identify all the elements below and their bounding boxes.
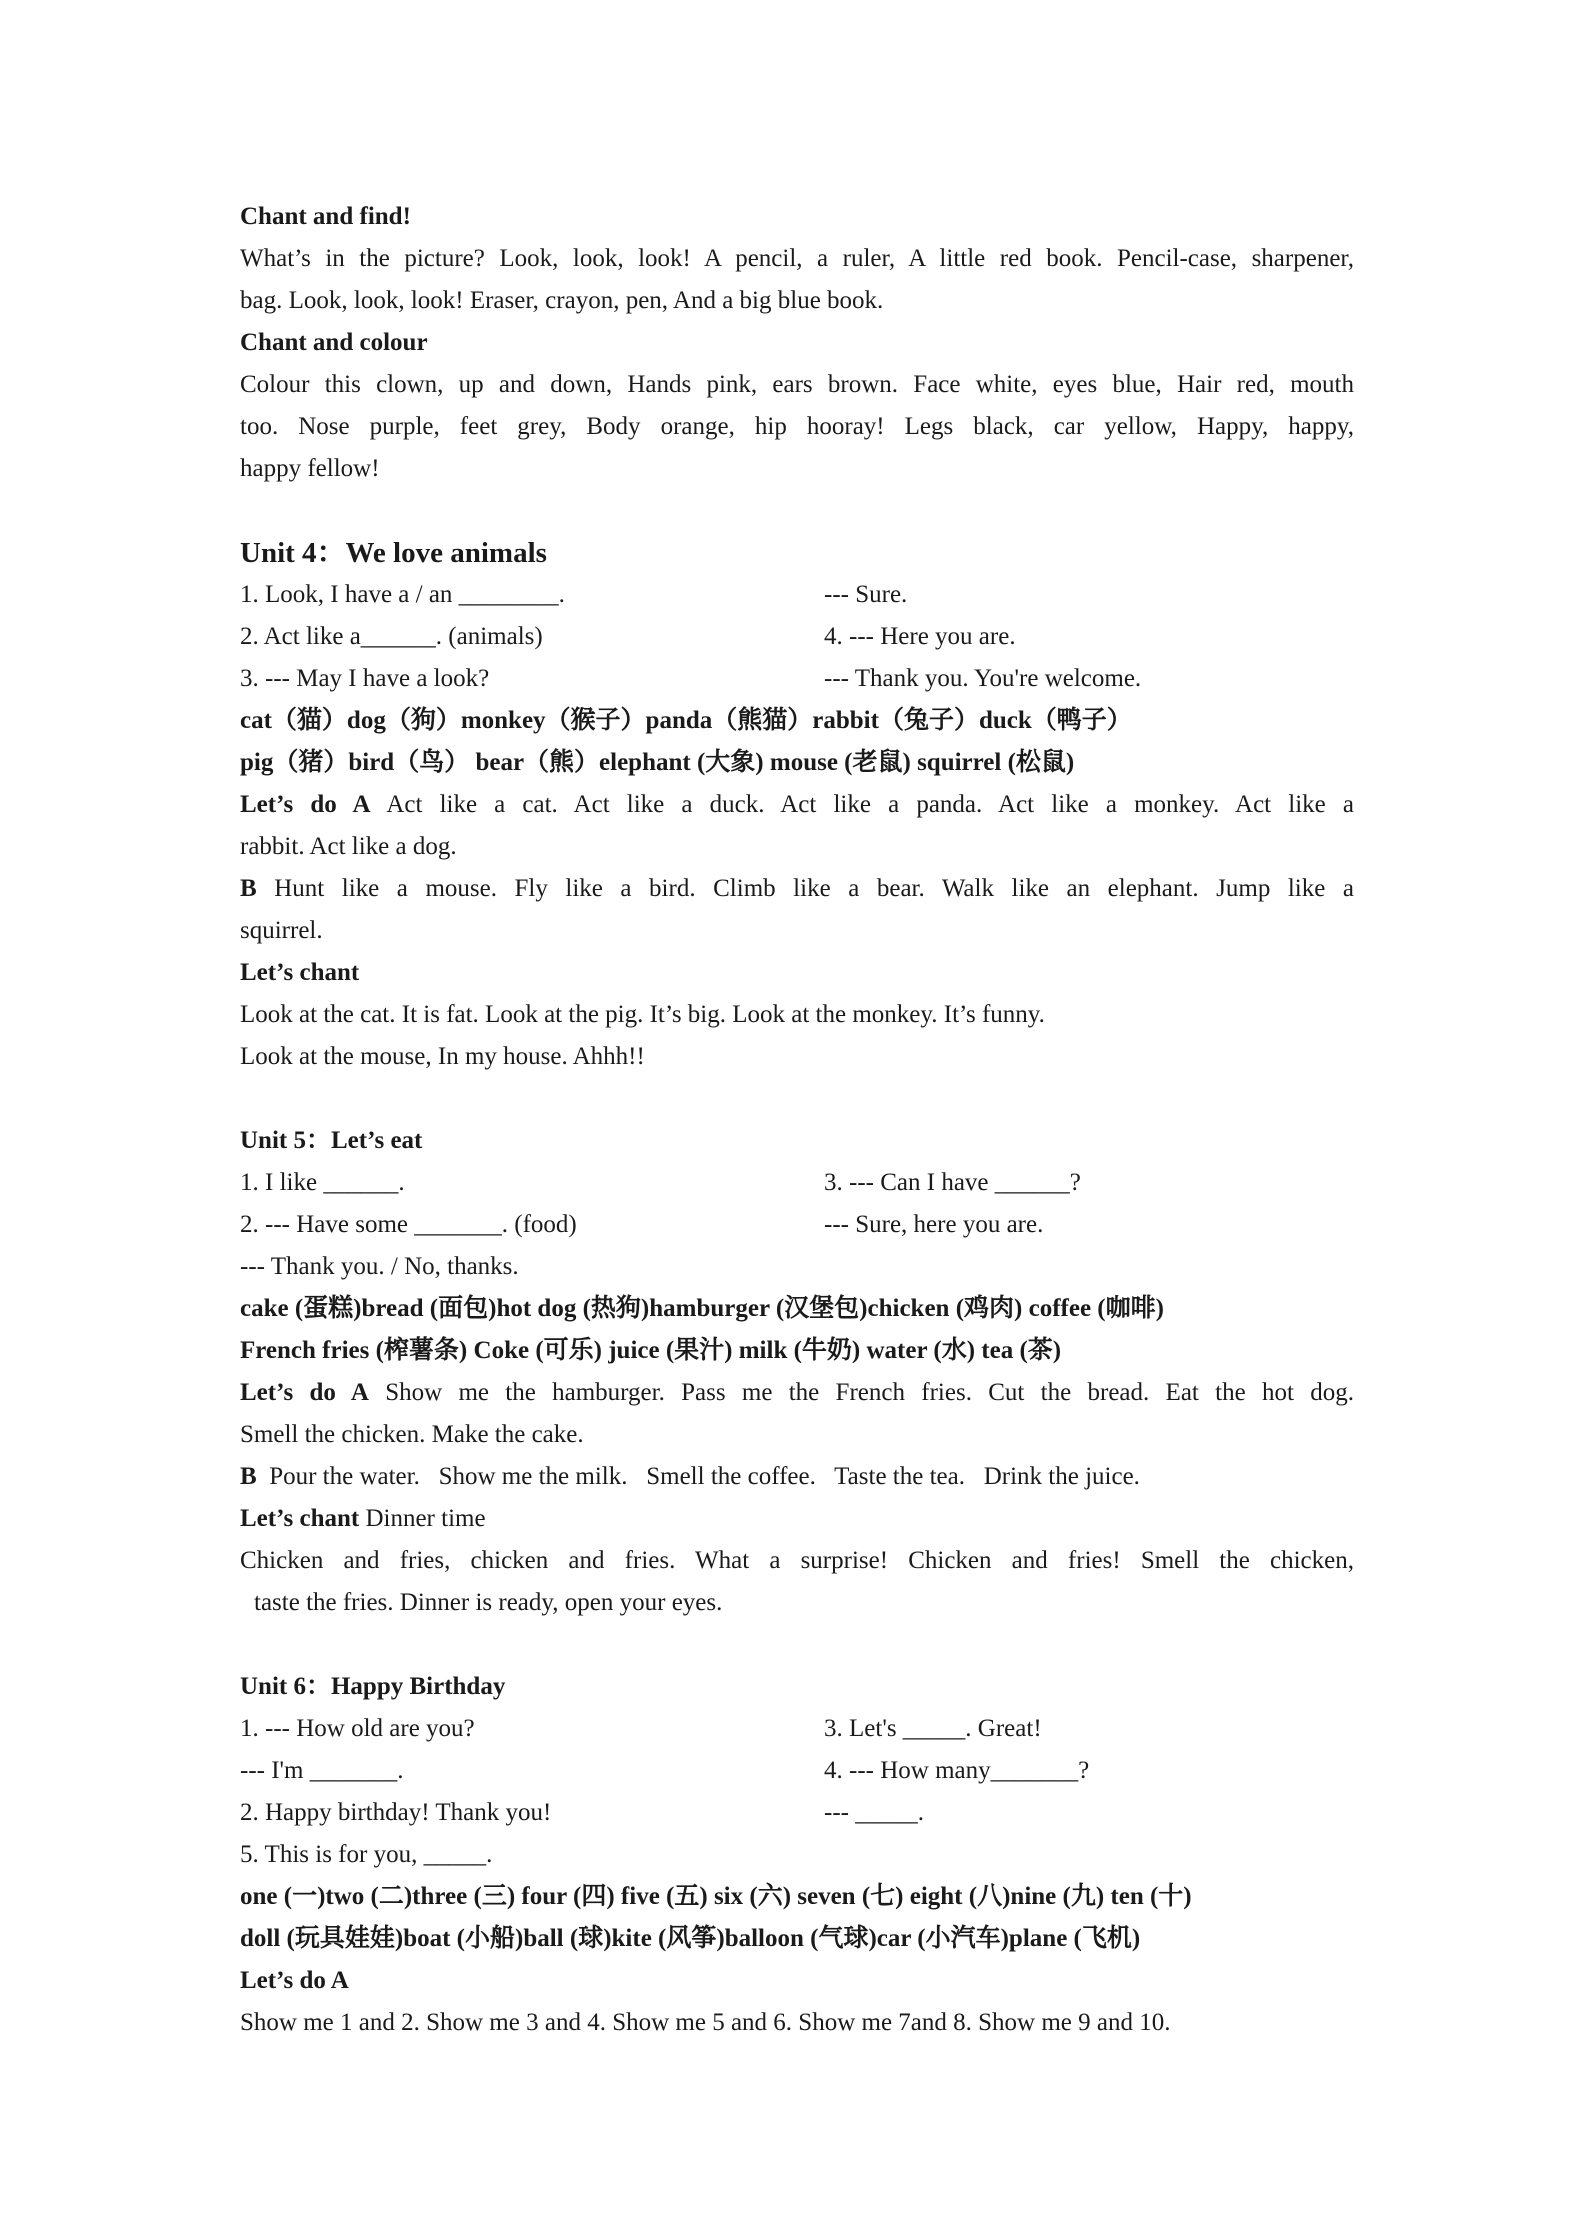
sentence-left: 1. --- How old are you? bbox=[240, 1715, 475, 1742]
sentence-row bbox=[240, 658, 1354, 700]
paragraph-line: Colour this clown, up and down, Hands pink, ears brown. Face white, eyes blue, Hair red, mouth bbox=[240, 371, 1354, 398]
sentence-row bbox=[240, 1750, 1354, 1792]
vocabulary-line: cake (蛋糕)bread (面包)hot dog (热狗)hamburger (汉堡包)chicken (鸡肉) coffee (咖啡) bbox=[240, 1295, 1164, 1322]
lets-do-b-line bbox=[240, 1456, 1354, 1498]
lets-do-a-line bbox=[240, 1372, 1354, 1414]
lets-do-b-text: Pour the water. Show me the milk. Smell the coffee. Taste the tea. Drink the juice. bbox=[256, 1463, 1140, 1490]
vocabulary-line: one (一)two (二)three (三) four (四) five (五) six (六) seven (七) eight (八)nine (九) ten (十) bbox=[240, 1883, 1192, 1910]
heading-chant-and-colour: Chant and colour bbox=[240, 329, 428, 356]
chant-line: Look at the mouse, In my house. Ahhh!! bbox=[240, 1043, 645, 1070]
sentence-right: --- Thank you. You're welcome. bbox=[824, 665, 1142, 692]
lets-do-b-label: B bbox=[240, 875, 257, 902]
paragraph-line: happy fellow! bbox=[240, 455, 380, 482]
sentence-left: --- I'm _______. bbox=[240, 1757, 404, 1784]
lets-do-a-text: Act like a cat. Act like a duck. Act like a panda. Act like a monkey. Act like a bbox=[370, 791, 1354, 818]
sentence-right: 3. Let's _____. Great! bbox=[824, 1715, 1042, 1742]
vocabulary-line: cat（猫）dog（狗）monkey（猴子）panda（熊猫）rabbit（兔子）duck（鸭子） bbox=[240, 707, 1132, 734]
document-page bbox=[240, 196, 1354, 2044]
unit-5-title: Unit 5：Let’s eat bbox=[240, 1127, 423, 1154]
sentence-right: 4. --- How many_______? bbox=[824, 1757, 1090, 1784]
sentence-row bbox=[240, 574, 1354, 616]
sentence-left: 1. Look, I have a / an ________. bbox=[240, 581, 565, 608]
sentence-right: 4. --- Here you are. bbox=[824, 623, 1016, 650]
lets-chant-label: Let’s chant bbox=[240, 1505, 360, 1532]
sentence-right: --- Sure. bbox=[824, 581, 908, 608]
unit-6-title: Unit 6：Happy Birthday bbox=[240, 1673, 506, 1700]
lets-do-b-label: B bbox=[240, 1463, 257, 1490]
chant-line: Chicken and fries, chicken and fries. What a surprise! Chicken and fries! Smell the chicken, bbox=[240, 1547, 1354, 1574]
lets-chant-title: Dinner time bbox=[359, 1505, 486, 1532]
chant-line: Look at the cat. It is fat. Look at the pig. It’s big. Look at the monkey. It’s funny. bbox=[240, 1001, 1045, 1028]
sentence-row bbox=[240, 1204, 1354, 1246]
sentence-left: 2. Act like a______. (animals) bbox=[240, 623, 543, 650]
lets-do-a-label: Let’s do A bbox=[240, 791, 371, 818]
lets-do-a-text: Show me 1 and 2. Show me 3 and 4. Show me 5 and 6. Show me 7and 8. Show me 9 and 10. bbox=[240, 2009, 1171, 2036]
sentence-row bbox=[240, 1792, 1354, 1834]
unit-4-title: Unit 4：We love animals bbox=[240, 537, 547, 569]
sentence-line: 5. This is for you, _____. bbox=[240, 1841, 493, 1868]
lets-do-a-text: Show me the hamburger. Pass me the French fries. Cut the bread. Eat the hot dog. bbox=[368, 1379, 1354, 1406]
vocabulary-line: French fries (榨薯条) Coke (可乐) juice (果汁) milk (牛奶) water (水) tea (茶) bbox=[240, 1337, 1062, 1364]
vocabulary-line: pig（猪）bird（鸟） bear（熊）elephant (大象) mouse (老鼠) squirrel (松鼠) bbox=[240, 749, 1075, 776]
lets-do-b-line bbox=[240, 868, 1354, 910]
sentence-row bbox=[240, 1162, 1354, 1204]
sentence-line: --- Thank you. / No, thanks. bbox=[240, 1253, 519, 1280]
lets-do-a-line bbox=[240, 784, 1354, 826]
paragraph-line: squirrel. bbox=[240, 917, 323, 944]
sentence-right: --- _____. bbox=[824, 1799, 924, 1826]
sentence-row bbox=[240, 1708, 1354, 1750]
sentence-left: 2. Happy birthday! Thank you! bbox=[240, 1799, 552, 1826]
paragraph-line: Smell the chicken. Make the cake. bbox=[240, 1421, 584, 1448]
chant-line: taste the fries. Dinner is ready, open your eyes. bbox=[254, 1589, 723, 1616]
lets-do-a-label: Let’s do A bbox=[240, 1967, 349, 1994]
lets-chant-label: Let’s chant bbox=[240, 959, 360, 986]
paragraph-line: What’s in the picture? Look, look, look! A pencil, a ruler, A little red book. Pencil-case, sharpener, bbox=[240, 245, 1354, 272]
lets-chant-line bbox=[240, 1498, 1354, 1540]
sentence-row bbox=[240, 616, 1354, 658]
lets-do-b-text: Hunt like a mouse. Fly like a bird. Climb like a bear. Walk like an elephant. Jump like a bbox=[256, 875, 1354, 902]
sentence-left: 2. --- Have some _______. (food) bbox=[240, 1211, 577, 1238]
vocabulary-line: doll (玩具娃娃)boat (小船)ball (球)kite (风筝)balloon (气球)car (小汽车)plane (飞机) bbox=[240, 1925, 1141, 1952]
paragraph-line: too. Nose purple, feet grey, Body orange, hip hooray! Legs black, car yellow, Happy, happy, bbox=[240, 413, 1354, 440]
sentence-left: 1. I like ______. bbox=[240, 1169, 405, 1196]
heading-chant-and-find: Chant and find! bbox=[240, 203, 411, 230]
sentence-right: 3. --- Can I have ______? bbox=[824, 1169, 1081, 1196]
sentence-left: 3. --- May I have a look? bbox=[240, 665, 490, 692]
paragraph-line: rabbit. Act like a dog. bbox=[240, 833, 457, 860]
lets-do-a-label: Let’s do A bbox=[240, 1379, 369, 1406]
paragraph-line: bag. Look, look, look! Eraser, crayon, pen, And a big blue book. bbox=[240, 287, 884, 314]
sentence-right: --- Sure, here you are. bbox=[824, 1211, 1044, 1238]
